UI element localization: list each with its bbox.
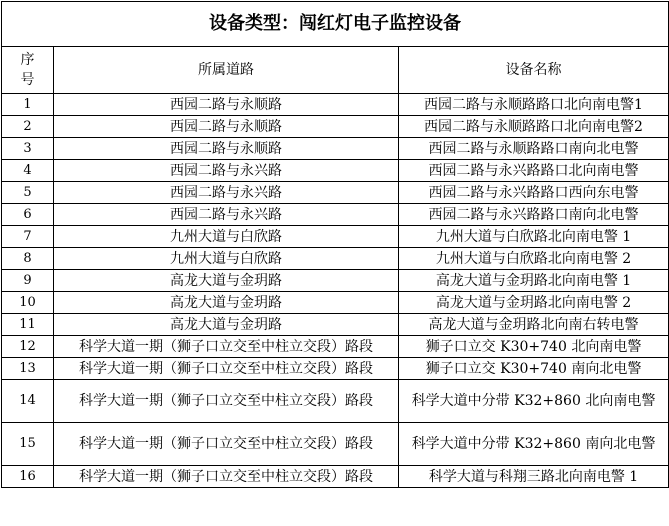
cell-device: 西园二路与永顺路路口南向北电警 xyxy=(399,138,669,160)
cell-road: 九州大道与白欣路 xyxy=(54,226,399,248)
cell-seq: 10 xyxy=(2,292,54,314)
table-row xyxy=(2,204,669,226)
table-row xyxy=(2,138,669,160)
table-row xyxy=(2,248,669,270)
table-row xyxy=(2,336,669,358)
table-row xyxy=(2,182,669,204)
cell-road: 高龙大道与金玥路 xyxy=(54,314,399,336)
table-row xyxy=(2,314,669,336)
cell-seq: 14 xyxy=(2,380,54,423)
cell-device: 科学大道与科翔三路北向南电警 1 xyxy=(399,466,669,488)
table-row xyxy=(2,358,669,380)
cell-device: 高龙大道与金玥路北向南电警 2 xyxy=(399,292,669,314)
table-row xyxy=(2,270,669,292)
cell-device: 西园二路与永兴路路口南向北电警 xyxy=(399,204,669,226)
cell-device: 科学大道中分带 K32+860 北向南电警 xyxy=(399,380,669,423)
header-seq: 序号 xyxy=(2,47,54,94)
cell-road: 科学大道一期（狮子口立交至中柱立交段）路段 xyxy=(54,358,399,380)
cell-seq: 11 xyxy=(2,314,54,336)
cell-road: 科学大道一期（狮子口立交至中柱立交段）路段 xyxy=(54,466,399,488)
cell-road: 科学大道一期（狮子口立交至中柱立交段）路段 xyxy=(54,423,399,466)
table-row xyxy=(2,466,669,488)
cell-device: 高龙大道与金玥路北向南右转电警 xyxy=(399,314,669,336)
cell-road: 西园二路与永顺路 xyxy=(54,94,399,116)
cell-seq: 5 xyxy=(2,182,54,204)
cell-road: 西园二路与永顺路 xyxy=(54,138,399,160)
cell-device: 西园二路与永顺路路口北向南电警2 xyxy=(399,116,669,138)
cell-seq: 12 xyxy=(2,336,54,358)
cell-device: 西园二路与永顺路路口北向南电警1 xyxy=(399,94,669,116)
cell-road: 高龙大道与金玥路 xyxy=(54,292,399,314)
cell-seq: 13 xyxy=(2,358,54,380)
cell-road: 九州大道与白欣路 xyxy=(54,248,399,270)
cell-seq: 8 xyxy=(2,248,54,270)
table-row xyxy=(2,116,669,138)
cell-device: 九州大道与白欣路北向南电警 1 xyxy=(399,226,669,248)
cell-device: 九州大道与白欣路北向南电警 2 xyxy=(399,248,669,270)
table-row xyxy=(2,292,669,314)
table-row xyxy=(2,226,669,248)
cell-seq: 1 xyxy=(2,94,54,116)
table-row xyxy=(2,380,669,423)
cell-device: 狮子口立交 K30+740 南向北电警 xyxy=(399,358,669,380)
cell-road: 西园二路与永兴路 xyxy=(54,204,399,226)
cell-road: 科学大道一期（狮子口立交至中柱立交段）路段 xyxy=(54,380,399,423)
cell-device: 高龙大道与金玥路北向南电警 1 xyxy=(399,270,669,292)
table-title: 设备类型：闯红灯电子监控设备 xyxy=(2,2,669,47)
table-row xyxy=(2,423,669,466)
header-road: 所属道路 xyxy=(54,47,399,94)
device-table xyxy=(1,1,669,488)
cell-device: 狮子口立交 K30+740 北向南电警 xyxy=(399,336,669,358)
cell-road: 西园二路与永顺路 xyxy=(54,116,399,138)
cell-seq: 6 xyxy=(2,204,54,226)
cell-seq: 4 xyxy=(2,160,54,182)
cell-device: 科学大道中分带 K32+860 南向北电警 xyxy=(399,423,669,466)
cell-seq: 2 xyxy=(2,116,54,138)
cell-seq: 9 xyxy=(2,270,54,292)
cell-device: 西园二路与永兴路路口北向南电警 xyxy=(399,160,669,182)
cell-device: 西园二路与永兴路路口西向东电警 xyxy=(399,182,669,204)
cell-seq: 15 xyxy=(2,423,54,466)
table-row xyxy=(2,94,669,116)
cell-seq: 3 xyxy=(2,138,54,160)
cell-seq: 7 xyxy=(2,226,54,248)
table-row xyxy=(2,160,669,182)
cell-seq: 16 xyxy=(2,466,54,488)
cell-road: 西园二路与永兴路 xyxy=(54,182,399,204)
cell-road: 高龙大道与金玥路 xyxy=(54,270,399,292)
header-device: 设备名称 xyxy=(399,47,669,94)
cell-road: 西园二路与永兴路 xyxy=(54,160,399,182)
cell-road: 科学大道一期（狮子口立交至中柱立交段）路段 xyxy=(54,336,399,358)
